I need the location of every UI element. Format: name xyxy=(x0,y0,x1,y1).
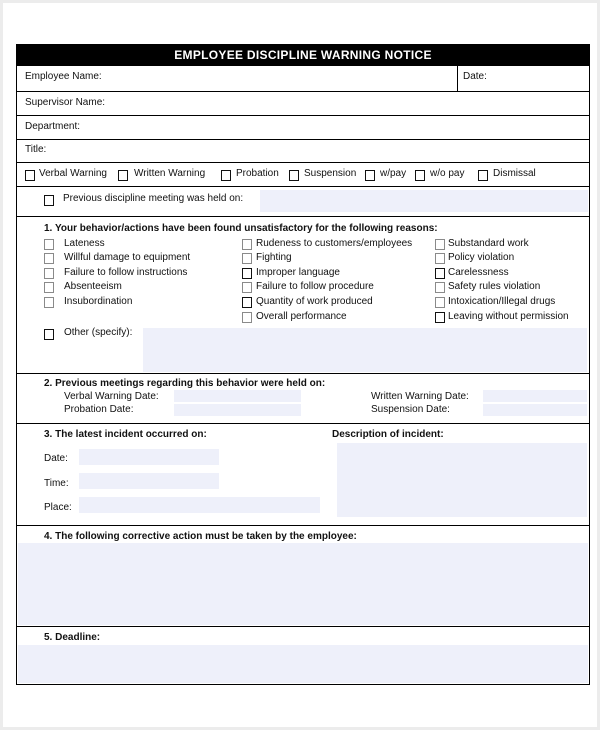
reason-intoxication: Intoxication/Illegal drugs xyxy=(448,296,556,307)
section2-heading: 2. Previous meetings regarding this behavior were held on: xyxy=(44,378,326,389)
warning-notice-form xyxy=(16,44,590,685)
suspension-checkbox[interactable] xyxy=(289,170,299,181)
reason-overall-performance: Overall performance xyxy=(256,311,347,322)
deadline-field[interactable] xyxy=(18,645,588,683)
reason-policy-violation: Policy violation xyxy=(448,252,515,263)
supervisor-name-label: Supervisor Name: xyxy=(25,97,106,108)
corrective-action-field[interactable] xyxy=(18,543,588,625)
leaving-without-permission-checkbox[interactable] xyxy=(435,312,445,323)
rudeness-checkbox[interactable] xyxy=(242,239,252,250)
absenteeism-checkbox[interactable] xyxy=(44,282,54,293)
reason-substandard-work: Substandard work xyxy=(448,238,529,249)
reason-carelessness: Carelessness xyxy=(448,267,509,278)
with-pay-label: w/pay xyxy=(380,168,407,179)
failure-procedure-checkbox[interactable] xyxy=(242,282,252,293)
probation-date-field[interactable] xyxy=(174,404,301,416)
reason-insubordination: Insubordination xyxy=(64,296,133,307)
reason-failure-procedure: Failure to follow procedure xyxy=(256,281,374,292)
reason-leaving-without-permission: Leaving without permission xyxy=(448,311,569,322)
lateness-checkbox[interactable] xyxy=(44,239,54,250)
safety-rules-checkbox[interactable] xyxy=(435,282,445,293)
substandard-work-checkbox[interactable] xyxy=(435,239,445,250)
section1-heading: 1. Your behavior/actions have been found unsatisfactory for the following reasons: xyxy=(44,223,438,234)
overall-performance-checkbox[interactable] xyxy=(242,312,252,323)
probation-label: Probation xyxy=(236,168,279,179)
incident-place-field[interactable] xyxy=(79,497,320,513)
reason-fighting: Fighting xyxy=(256,252,292,263)
suspension-label: Suspension xyxy=(304,168,357,179)
intoxication-checkbox[interactable] xyxy=(435,297,445,308)
verbal-warning-date-field[interactable] xyxy=(174,390,301,402)
previous-meeting-checkbox[interactable] xyxy=(44,195,54,206)
reason-rudeness: Rudeness to customers/employees xyxy=(256,238,413,249)
quantity-work-checkbox[interactable] xyxy=(242,297,252,308)
section4-heading: 4. The following corrective action must be taken by the employee: xyxy=(44,531,357,542)
failure-instructions-checkbox[interactable] xyxy=(44,268,54,279)
written-warning-date-field[interactable] xyxy=(483,390,587,402)
carelessness-checkbox[interactable] xyxy=(435,268,445,279)
section3-heading: 3. The latest incident occurred on: xyxy=(44,429,207,440)
suspension-date-label: Suspension Date: xyxy=(371,404,450,415)
title-label: Title: xyxy=(25,144,47,155)
incident-time-field[interactable] xyxy=(79,473,219,489)
reason-failure-instructions: Failure to follow instructions xyxy=(64,267,188,278)
reason-willful-damage: Willful damage to equipment xyxy=(64,252,191,263)
verbal-warning-checkbox[interactable] xyxy=(25,170,35,181)
probation-date-label: Probation Date: xyxy=(64,404,134,415)
policy-violation-checkbox[interactable] xyxy=(435,253,445,264)
suspension-date-field[interactable] xyxy=(483,404,587,416)
previous-meeting-field[interactable] xyxy=(260,190,588,212)
department-label: Department: xyxy=(25,121,81,132)
reason-absenteeism: Absenteeism xyxy=(64,281,122,292)
insubordination-checkbox[interactable] xyxy=(44,297,54,308)
other-reason-label: Other (specify): xyxy=(64,327,133,338)
incident-place-label: Place: xyxy=(44,502,72,513)
verbal-warning-date-label: Verbal Warning Date: xyxy=(64,391,159,402)
without-pay-label: w/o pay xyxy=(430,168,465,179)
reason-safety-rules: Safety rules violation xyxy=(448,281,541,292)
dismissal-label: Dismissal xyxy=(493,168,536,179)
improper-language-checkbox[interactable] xyxy=(242,268,252,279)
without-pay-checkbox[interactable] xyxy=(415,170,425,181)
incident-time-label: Time: xyxy=(44,478,69,489)
with-pay-checkbox[interactable] xyxy=(365,170,375,181)
reason-lateness: Lateness xyxy=(64,238,105,249)
willful-damage-checkbox[interactable] xyxy=(44,253,54,264)
probation-checkbox[interactable] xyxy=(221,170,231,181)
other-reason-checkbox[interactable] xyxy=(44,329,54,340)
fighting-checkbox[interactable] xyxy=(242,253,252,264)
incident-description-label: Description of incident: xyxy=(332,429,444,440)
section5-heading: 5. Deadline: xyxy=(44,632,101,643)
incident-date-label: Date: xyxy=(44,453,68,464)
previous-meeting-label: Previous discipline meeting was held on: xyxy=(63,193,244,204)
written-warning-date-label: Written Warning Date: xyxy=(371,391,469,402)
written-warning-checkbox[interactable] xyxy=(118,170,128,181)
reason-quantity-work: Quantity of work produced xyxy=(256,296,373,307)
employee-name-label: Employee Name: xyxy=(25,71,102,82)
reason-improper-language: Improper language xyxy=(256,267,340,278)
form-title: EMPLOYEE DISCIPLINE WARNING NOTICE xyxy=(17,45,589,65)
incident-description-field[interactable] xyxy=(337,443,587,517)
date-label: Date: xyxy=(463,71,487,82)
written-warning-label: Written Warning xyxy=(134,168,206,179)
page xyxy=(3,3,597,727)
incident-date-field[interactable] xyxy=(79,449,219,465)
other-reason-field[interactable] xyxy=(143,328,587,372)
verbal-warning-label: Verbal Warning xyxy=(39,168,107,179)
dismissal-checkbox[interactable] xyxy=(478,170,488,181)
